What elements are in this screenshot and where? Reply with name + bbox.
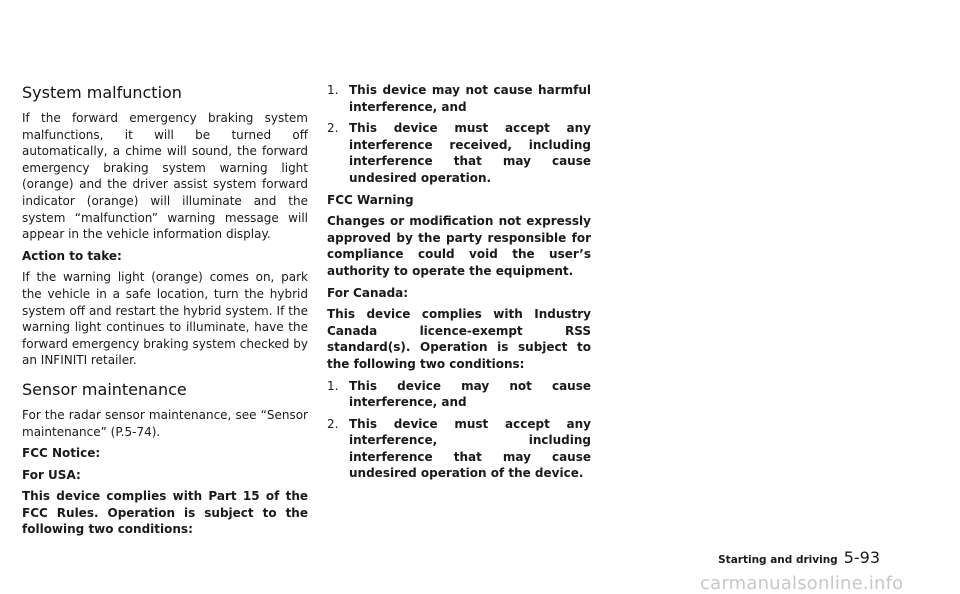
list-item [327, 378, 591, 411]
list-item-number: 1. [327, 378, 339, 393]
sensor-maintenance-section [22, 379, 308, 538]
list-item-number: 2. [327, 121, 339, 136]
section-heading-sensor-maintenance: Sensor maintenance [22, 379, 187, 399]
section-heading-system-malfunction: System malfunction [22, 83, 182, 102]
page-footer [700, 548, 880, 567]
list-item [327, 120, 591, 186]
for-canada-label: For Canada: [327, 285, 409, 300]
action-to-take-label: Action to take: [22, 248, 122, 263]
list-item-text: This device must accept any interference received, including interference that may cause undesired operation. [349, 121, 591, 185]
list-item-number: 2. [327, 416, 339, 431]
list-item-text: This device may not cause harmful interference, and [349, 83, 591, 114]
list-item [327, 82, 591, 115]
canada-conditions-list [327, 378, 591, 483]
fcc-warning-label: FCC Warning [327, 192, 414, 207]
page-number: 5-93 [843, 548, 880, 567]
malfunction-paragraph: If the forward emergency braking system malfunctions, it will be turned off automatically, a chime will sound, the forward emergency braking system warning light (orange) and the driver assist system forward indicator (orange) will illuminate and the system “malfunction” warning message will appear in the vehicle information display. [22, 111, 308, 242]
fcc-notice-label: FCC Notice: [22, 446, 101, 461]
for-usa-label: For USA: [22, 467, 81, 482]
list-item-text: This device must accept any interference, including interference that may cause undesired operation of the device. [349, 416, 591, 481]
sensor-maintenance-paragraph: For the radar sensor maintenance, see “Sensor maintenance” (P.5-74). [22, 407, 308, 439]
list-item-number: 1. [327, 83, 339, 97]
watermark: carmanualsonline.info [700, 573, 904, 594]
canada-compliance-paragraph: This device complies with Industry Canada licence-exempt RSS standard(s). Operation is subject to the following two conditions: [327, 307, 591, 371]
fcc-warning-paragraph: Changes or modification not expressly approved by the party responsible for compliance could void the user’s authority to operate the equipment. [327, 214, 591, 278]
action-to-take-paragraph: If the warning light (orange) comes on, park the vehicle in a safe location, turn the hybrid system off and restart the hybrid system. If the warning light continues to illuminate, have the forward emergency braking system checked by an INFINITI retailer. [22, 270, 308, 368]
right-column [327, 82, 591, 487]
usa-compliance-paragraph: This device complies with Part 15 of the FCC Rules. Operation is subject to the following two conditions: [22, 489, 308, 537]
footer-section-title: Starting and driving [718, 554, 838, 566]
list-item [327, 416, 591, 482]
list-item-text: This device may not cause interference, and [349, 378, 591, 410]
usa-conditions-list [327, 82, 591, 187]
left-column [22, 82, 308, 543]
